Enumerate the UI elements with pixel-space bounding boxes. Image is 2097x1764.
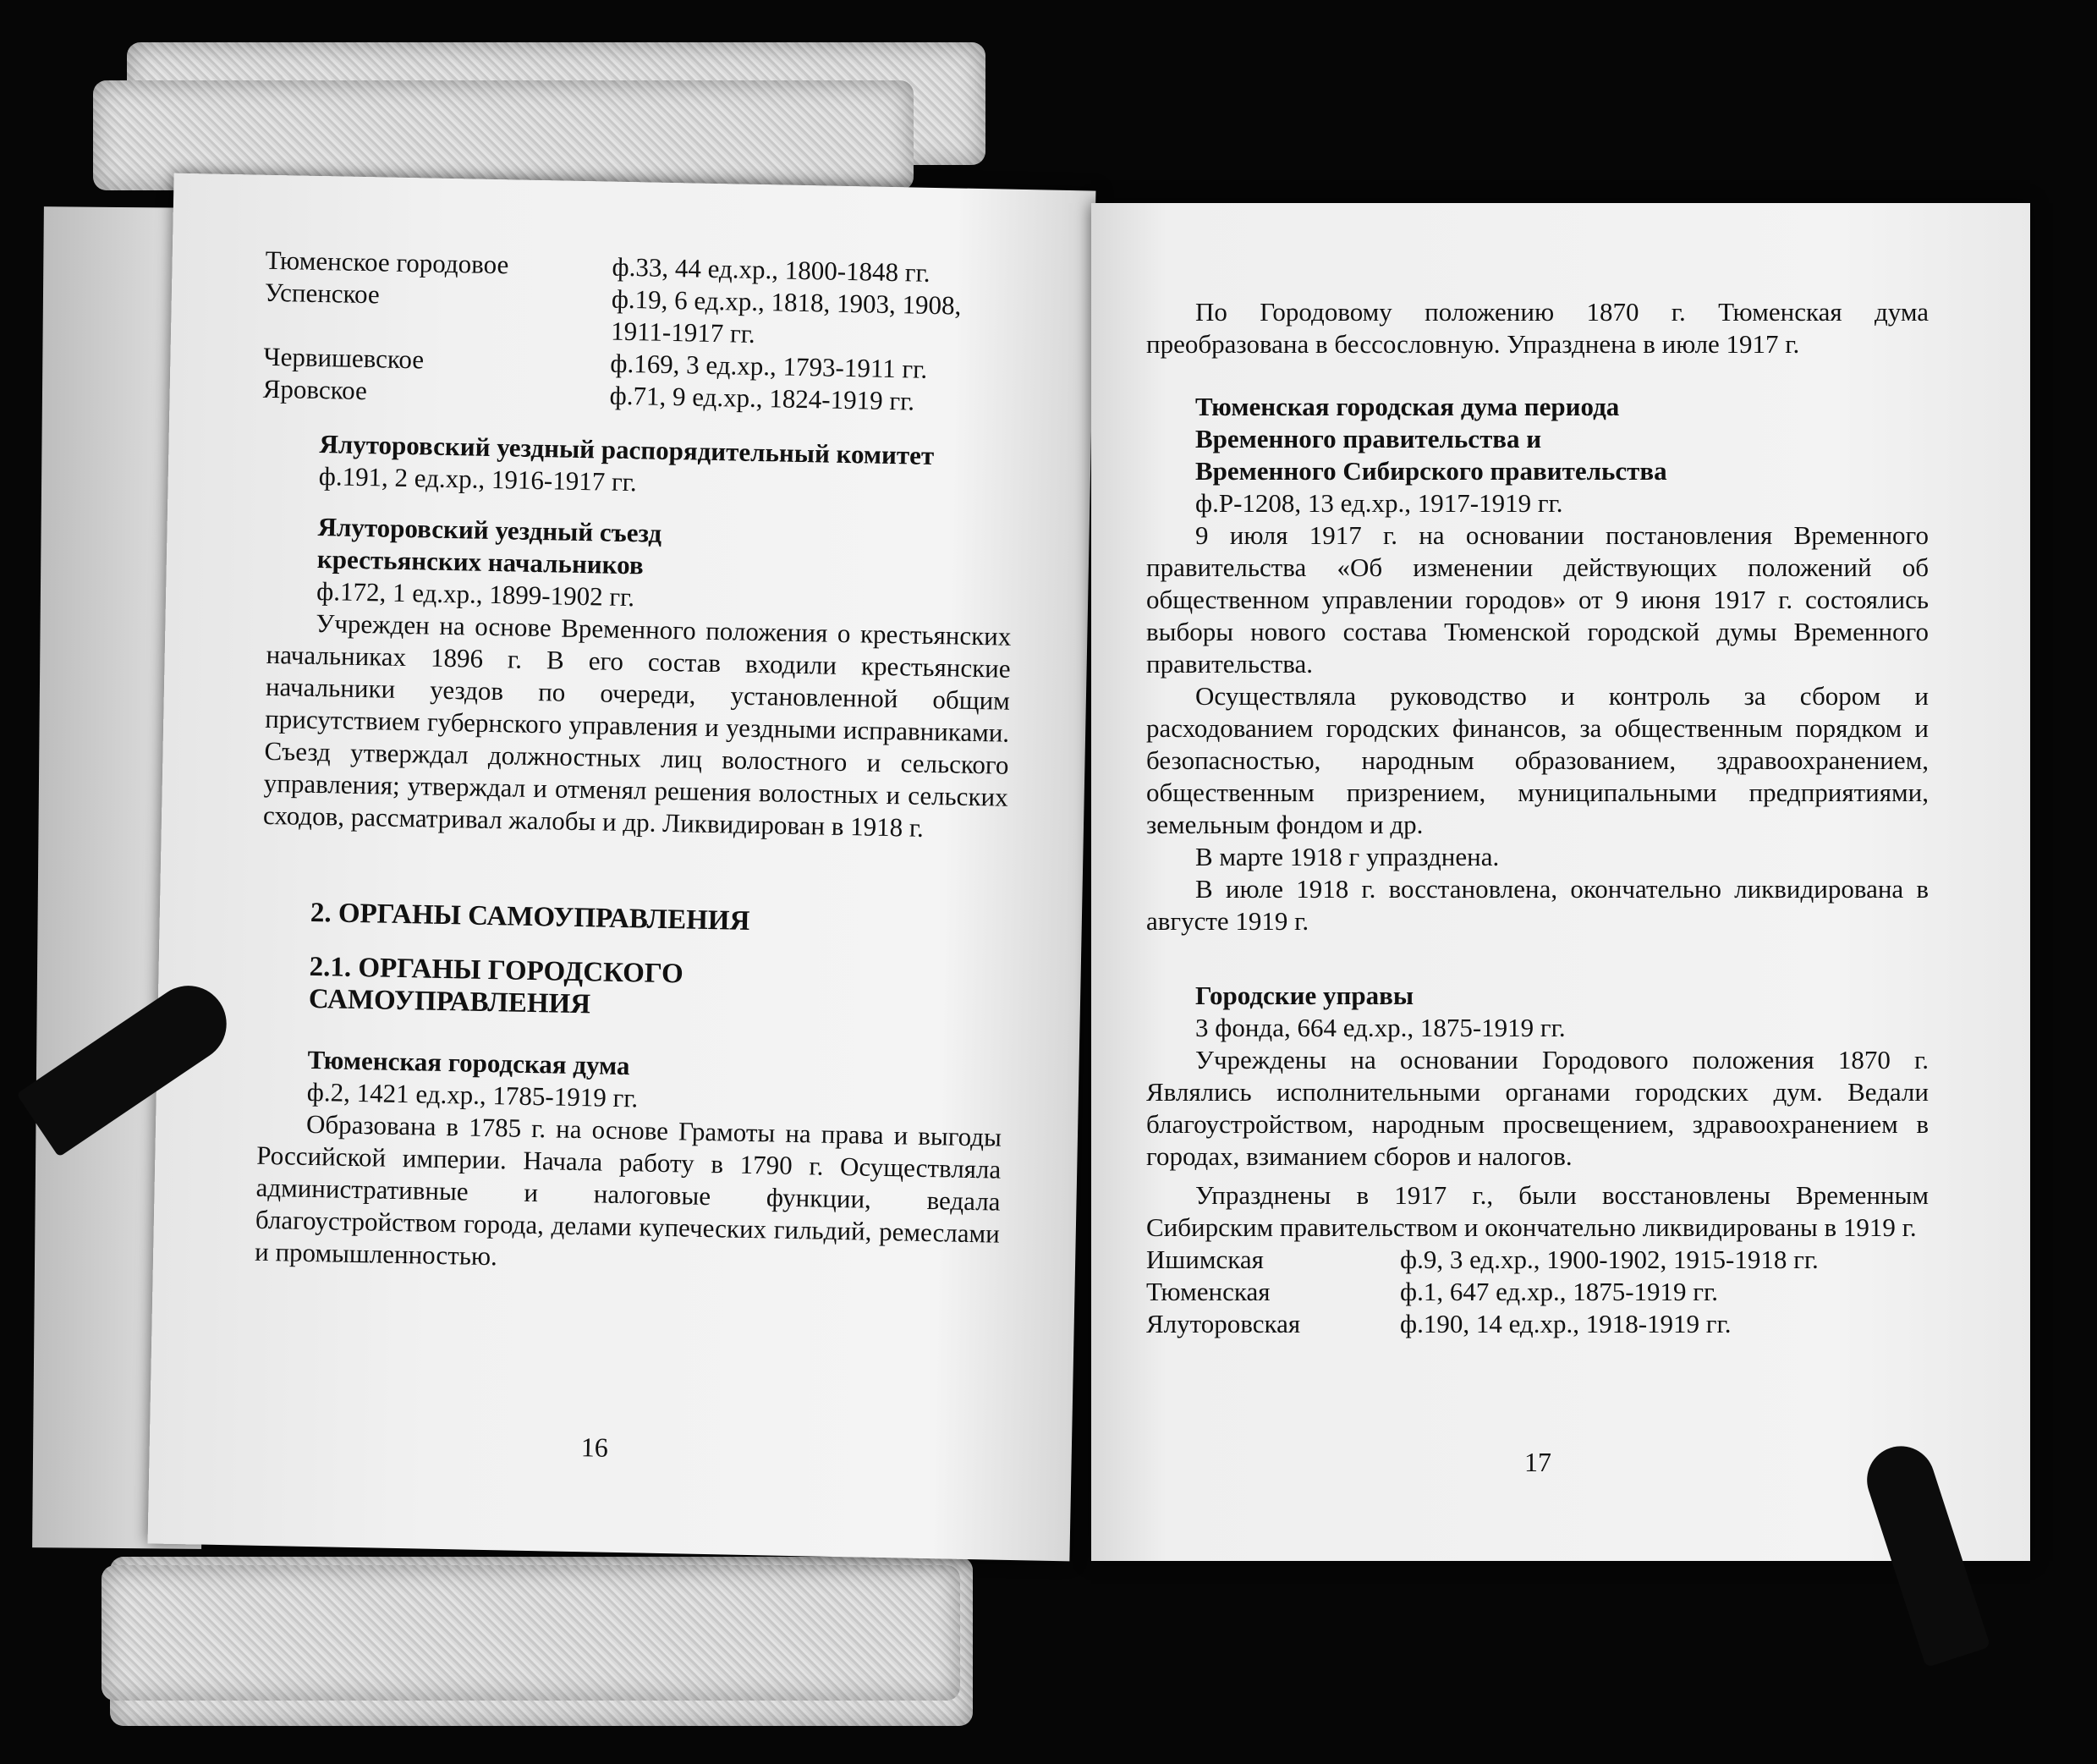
city-councils-title: Городские управы — [1195, 981, 1414, 1010]
page-number-right: 17 — [1524, 1447, 1551, 1477]
section-2-heading: 2. ОРГАНЫ САМОУПРАВЛЕНИЯ — [310, 897, 750, 937]
council-ref: ф.190, 14 ед.хр., 1918-1919 гг. — [1400, 1309, 1732, 1338]
committee-ref: ф.191, 2 ед.хр., 1916-1917 гг. — [318, 461, 638, 497]
provisional-duma-text-2: Осуществляла руководство и контроль за сбором и расходованием городских финансов, за общественным порядком и безопасностью, народным образованием, здравоохранением, общественным призрением, муниципальными предприятиями, земельным фондом и др. — [1146, 681, 1929, 839]
section-2-1-heading-line1: 2.1. ОРГАНЫ ГОРОДСКОГО — [309, 951, 684, 990]
duma-title: Тюменская городская дума — [307, 1044, 630, 1081]
right-page-content — [1146, 296, 1929, 1340]
parish-name: Тюменское городовое — [265, 245, 509, 280]
city-councils-ref: 3 фонда, 664 ед.хр., 1875-1919 гг. — [1195, 1013, 1566, 1042]
congress-text: Учрежден на основе Временного положения о крестьянских начальниках 1896 г. В его состав входили крестьянские начальники уездов по очереди, установленной общим присутствием губернского управления и уездными исправниками. Съезд утверждал должностных лиц волостного и сельского управления; утверждал и отменял решения волостных и сельских сходов, рассматривал жалобы и др. Ликвидирован в 1918 г. — [262, 608, 1012, 843]
council-name: Тюменская — [1146, 1277, 1271, 1306]
congress-ref: ф.172, 1 ед.хр., 1899-1902 гг. — [316, 576, 635, 613]
council-name: Ишимская — [1146, 1245, 1264, 1274]
parish-ref: ф.71, 9 ед.хр., 1824-1919 гг. — [609, 380, 915, 416]
provisional-duma-text-3: В марте 1918 г упразднена. — [1195, 842, 1500, 871]
parish-name: Яровское — [262, 373, 368, 406]
committee-title: Ялуторовский уездный распорядительный комитет — [319, 429, 935, 470]
provisional-duma-text-1: 9 июля 1917 г. на основании постановления Временного правительства «Об изменении действующих положений об общественном управлении городов» от 9 июня 1917 г. состоялись выборы нового состава Тюменской городской думы Временного правительства. — [1146, 520, 1929, 679]
city-councils-text-2: Упразднены в 1917 г., были восстановлены Временным Сибирским правительством и окончательно ликвидированы в 1919 г. — [1146, 1180, 1929, 1242]
duma-ref: ф.2, 1421 ед.хр., 1785-1919 гг. — [306, 1076, 639, 1113]
provisional-duma-text-4: В июле 1918 г. восстановлена, окончательно ликвидирована в августе 1919 г. — [1146, 874, 1929, 936]
left-page — [148, 173, 1096, 1562]
parish-ref: ф.169, 3 ед.хр., 1793-1911 гг. — [610, 348, 928, 384]
parish-name: Червишевское — [263, 341, 425, 375]
parish-name: Успенское — [264, 277, 381, 310]
duma-text: Образована в 1785 г. на основе Грамоты на права и выгоды Российской империи. Начала работу в 1790 г. Осуществляла административные и налоговые функции, ведала благоустройством города, делами купеческих гильдий, ремеслами и промышленностью. — [254, 1108, 1002, 1272]
parish-ref: 1911-1917 гг. — [610, 316, 756, 349]
list-item — [1146, 1276, 1929, 1308]
right-page — [1091, 203, 2030, 1561]
provisional-duma-title-line3: Временного Сибирского правительства — [1195, 456, 1667, 486]
left-page-content — [255, 245, 1018, 1283]
section-2-1-heading-line2: САМОУПРАВЛЕНИЯ — [308, 983, 591, 1020]
provisional-duma-title-line1: Тюменская городская дума периода — [1195, 392, 1620, 421]
city-councils-text-1: Учреждены на основании Городового положения 1870 г. Являлись исполнительными органами городских дум. Ведали благоустройством, народным просвещением, здравоохранением в городах, взиманием сборов и налогов. — [1146, 1045, 1929, 1171]
parish-ref: ф.33, 44 ед.хр., 1800-1848 гг. — [612, 251, 930, 288]
intro-text: По Городовому положению 1870 г. Тюменская дума преобразована в бессословную. Упразднена в июле 1917 г. — [1146, 297, 1929, 359]
council-ref: ф.9, 3 ед.хр., 1900-1902, 1915-1918 гг. — [1400, 1245, 1819, 1274]
congress-title-line2: крестьянских начальников — [316, 544, 644, 580]
foam-support-bottom-front — [102, 1565, 960, 1701]
council-ref: ф.1, 647 ед.хр., 1875-1919 гг. — [1400, 1277, 1718, 1306]
list-item — [1146, 1244, 1929, 1276]
list-item — [1146, 1308, 1929, 1340]
city-councils-list — [1146, 1244, 1929, 1340]
provisional-duma-title-line2: Временного правительства и — [1195, 424, 1542, 453]
council-name: Ялуторовская — [1146, 1309, 1301, 1338]
parish-ref: ф.19, 6 ед.хр., 1818, 1903, 1908, — [611, 283, 962, 321]
page-number-left: 16 — [580, 1432, 609, 1463]
parish-list — [262, 245, 1018, 420]
congress-title-line1: Ялуторовский уездный съезд — [317, 512, 662, 548]
provisional-duma-ref: ф.Р-1208, 13 ед.хр., 1917-1919 гг. — [1195, 488, 1563, 518]
